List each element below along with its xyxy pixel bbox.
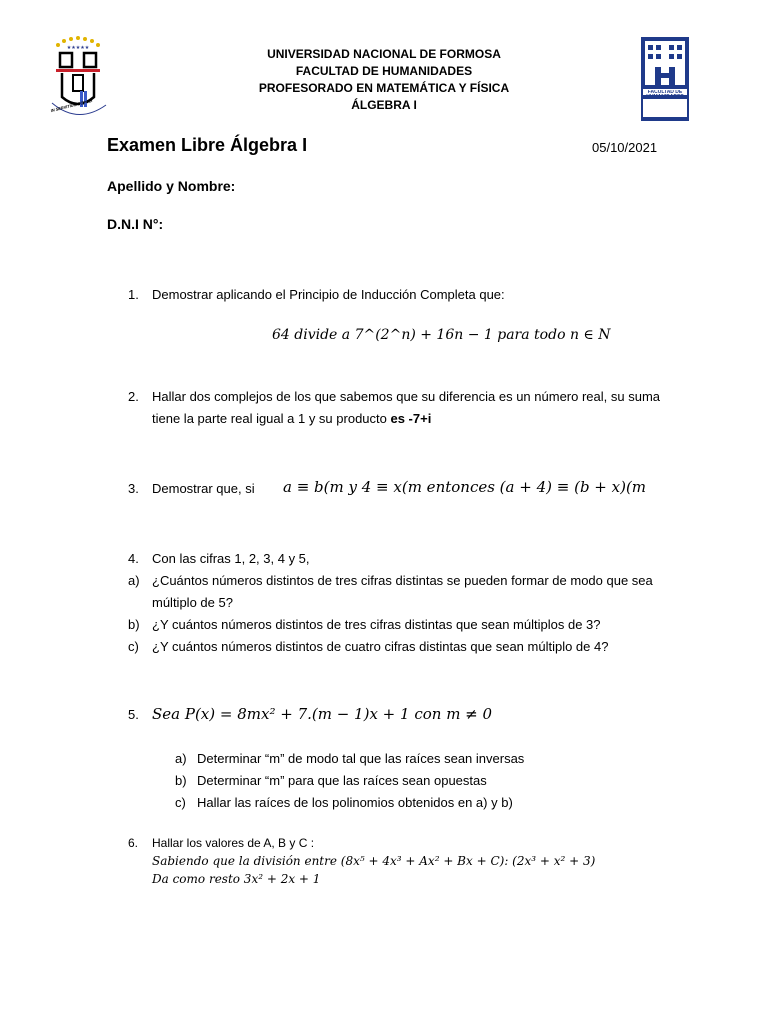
question-3 — [0, 478, 768, 504]
subitem-a-text: Determinar “m” de modo tal que las raíces sean inversas — [197, 751, 525, 766]
question-text-bold: es -7+i — [390, 411, 432, 426]
humanidades-logo-text: FACULTAD DE HUMANIDADES — [646, 90, 684, 100]
subitem-a-line1: ¿Cuántos números distintos de tres cifras distintas se pueden formar de modo que sea — [152, 573, 653, 588]
question-formula: 64 divide a 7^(2^n) + 16n − 1 para todo n ∈ N — [272, 327, 611, 343]
question-text: Con las cifras 1, 2, 3, 4 y 5, — [152, 551, 310, 566]
name-field-label: Apellido y Nombre: — [107, 178, 236, 194]
subitem-b-text: ¿Y cuántos números distintos de tres cifras distintas que sean múltiplos de 3? — [152, 617, 601, 632]
exam-date: 05/10/2021 — [592, 140, 658, 155]
subitem-c-text: ¿Y cuántos números distintos de cuatro cifras distintas que sean múltiplo de 4? — [152, 639, 609, 654]
question-number: 2. — [128, 389, 139, 404]
question-number: 4. — [128, 551, 139, 566]
unf-motto: IN SERVITIUM POPULI — [50, 97, 93, 114]
dni-field-label: D.N.I N°: — [107, 216, 164, 232]
exam-title: Examen Libre Álgebra I — [107, 135, 308, 155]
header-subject: ÁLGEBRA I — [351, 98, 417, 112]
question-text-line2-main: tiene la parte real igual a 1 y su producto — [152, 411, 391, 426]
header-faculty: FACULTAD DE HUMANIDADES — [295, 64, 473, 78]
question-text-line2 — [152, 408, 697, 430]
question-formula: Sea P(x) = 8mx² + 7.(m − 1)x + 1 con m ≠ 0 — [152, 705, 493, 723]
subitem-a-letter: a) — [128, 573, 140, 588]
header-program: PROFESORADO EN MATEMÁTICA Y FÍSICA — [258, 81, 510, 95]
question-text: Demostrar aplicando el Principio de Inducción Completa que: — [152, 287, 505, 302]
unf-logo — [40, 33, 116, 121]
question-formula-line2: Da como resto 3x² + 2x + 1 — [152, 872, 321, 886]
question-6 — [0, 834, 768, 900]
subitem-c-text: Hallar las raíces de los polinomios obtenidos en a) y b) — [197, 795, 513, 810]
subitem-c-letter: c) — [128, 639, 139, 654]
subitem-a-letter: a) — [175, 751, 187, 766]
header-university: UNIVERSIDAD NACIONAL DE FORMOSA — [267, 47, 501, 61]
question-number: 3. — [128, 481, 139, 496]
subitem-b-text: Determinar “m” para que las raíces sean opuestas — [197, 773, 487, 788]
question-4 — [0, 548, 768, 658]
subitem-b-letter: b) — [175, 773, 187, 788]
institution-header — [200, 46, 568, 114]
subitem-a-line2: múltiplo de 5? — [152, 595, 233, 610]
question-2 — [0, 386, 768, 432]
question-number: 6. — [128, 836, 139, 850]
svg-text:★★★★★: ★★★★★ — [66, 45, 90, 51]
subitem-c-letter: c) — [175, 795, 186, 810]
subitem-b-letter: b) — [128, 617, 140, 632]
question-text-line1: Hallar dos complejos de los que sabemos que su diferencia es un número real, su suma — [152, 389, 660, 404]
question-formula-line1: Sabiendo que la división entre (8x⁵ + 4x³ + Ax² + Bx + C): (2x³ + x² + 3) — [152, 854, 596, 868]
question-1 — [0, 284, 768, 354]
question-number: 5. — [128, 707, 139, 722]
question-text: Hallar los valores de A, B y C : — [152, 836, 315, 850]
question-text: Demostrar que, si — [152, 481, 255, 496]
question-5 — [0, 704, 768, 814]
question-number: 1. — [128, 287, 139, 302]
humanidades-logo — [641, 37, 689, 121]
question-formula: a ≡ b(m y 4 ≡ x(m entonces (a + 4) ≡ (b + x)(m — [283, 478, 647, 496]
